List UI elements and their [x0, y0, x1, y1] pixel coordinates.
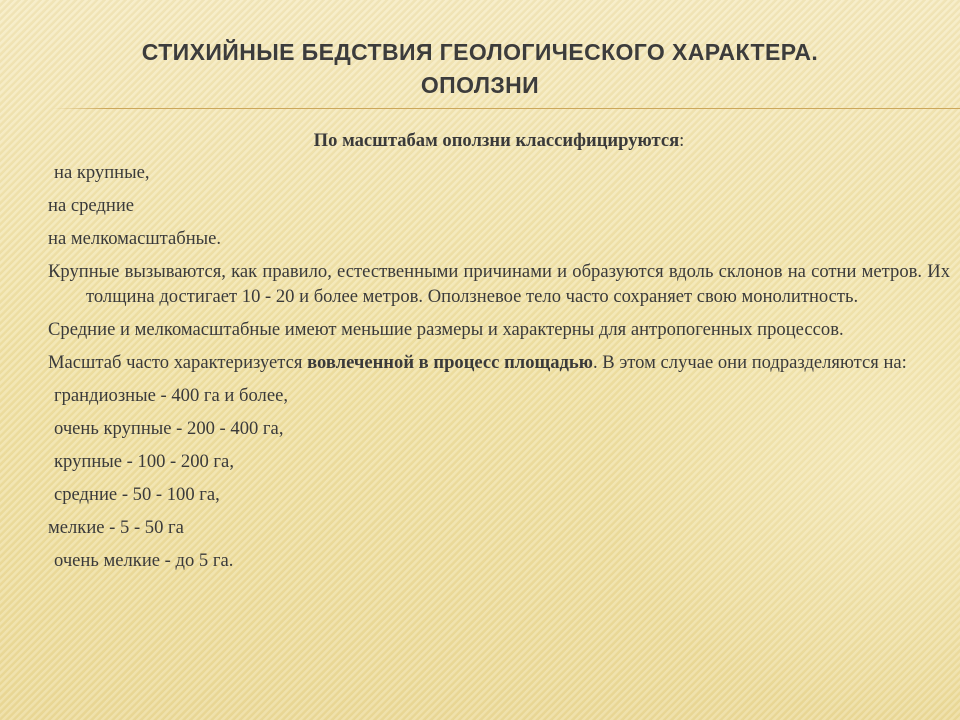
paragraph-large-landslides: Крупные вызываются, как правило, естественными причинами и образуются вдоль склонов на сотни метров. Их толщина достигает 10 - 20 и более метров. Оползневое тело часто сохраняет свою монолитность.: [48, 261, 950, 307]
classification-intro-colon: :: [679, 130, 685, 151]
classification-intro: [48, 128, 950, 153]
area-class-grandiose: грандиозные - 400 га и более,: [54, 385, 288, 406]
scale-type-large: на крупные,: [54, 162, 150, 183]
slide-title-line-1: СТИХИЙНЫЕ БЕДСТВИЯ ГЕОЛОГИЧЕСКОГО ХАРАКТЕРА.: [141, 39, 819, 65]
area-class-medium: средние - 50 - 100 га,: [54, 484, 220, 505]
slide-title-line-2: ОПОЛЗНИ: [420, 72, 540, 98]
area-class-small: мелкие - 5 - 50 га: [48, 517, 184, 538]
scale-type-small: на мелкомасштабные.: [48, 228, 222, 249]
title-divider: [52, 108, 960, 109]
scale-type-medium: на средние: [48, 195, 135, 216]
paragraph-area-before: Масштаб часто характеризуется: [48, 352, 308, 373]
paragraph-area-bold: вовлеченной в процесс площадью: [307, 352, 593, 373]
slide-body: [48, 128, 950, 581]
classification-intro-bold: По масштабам оползни классифицируются: [313, 130, 680, 151]
area-class-very-small: очень мелкие - до 5 га.: [54, 550, 234, 571]
slide-title: [60, 36, 900, 102]
paragraph-area-scale: [48, 350, 950, 375]
area-class-large: крупные - 100 - 200 га,: [54, 451, 234, 472]
paragraph-medium-landslides: Средние и мелкомасштабные имеют меньшие размеры и характерны для антропогенных процессов.: [48, 319, 844, 340]
paragraph-area-after: . В этом случае они подразделяются на:: [592, 352, 907, 373]
area-class-very-large: очень крупные - 200 - 400 га,: [54, 418, 284, 439]
